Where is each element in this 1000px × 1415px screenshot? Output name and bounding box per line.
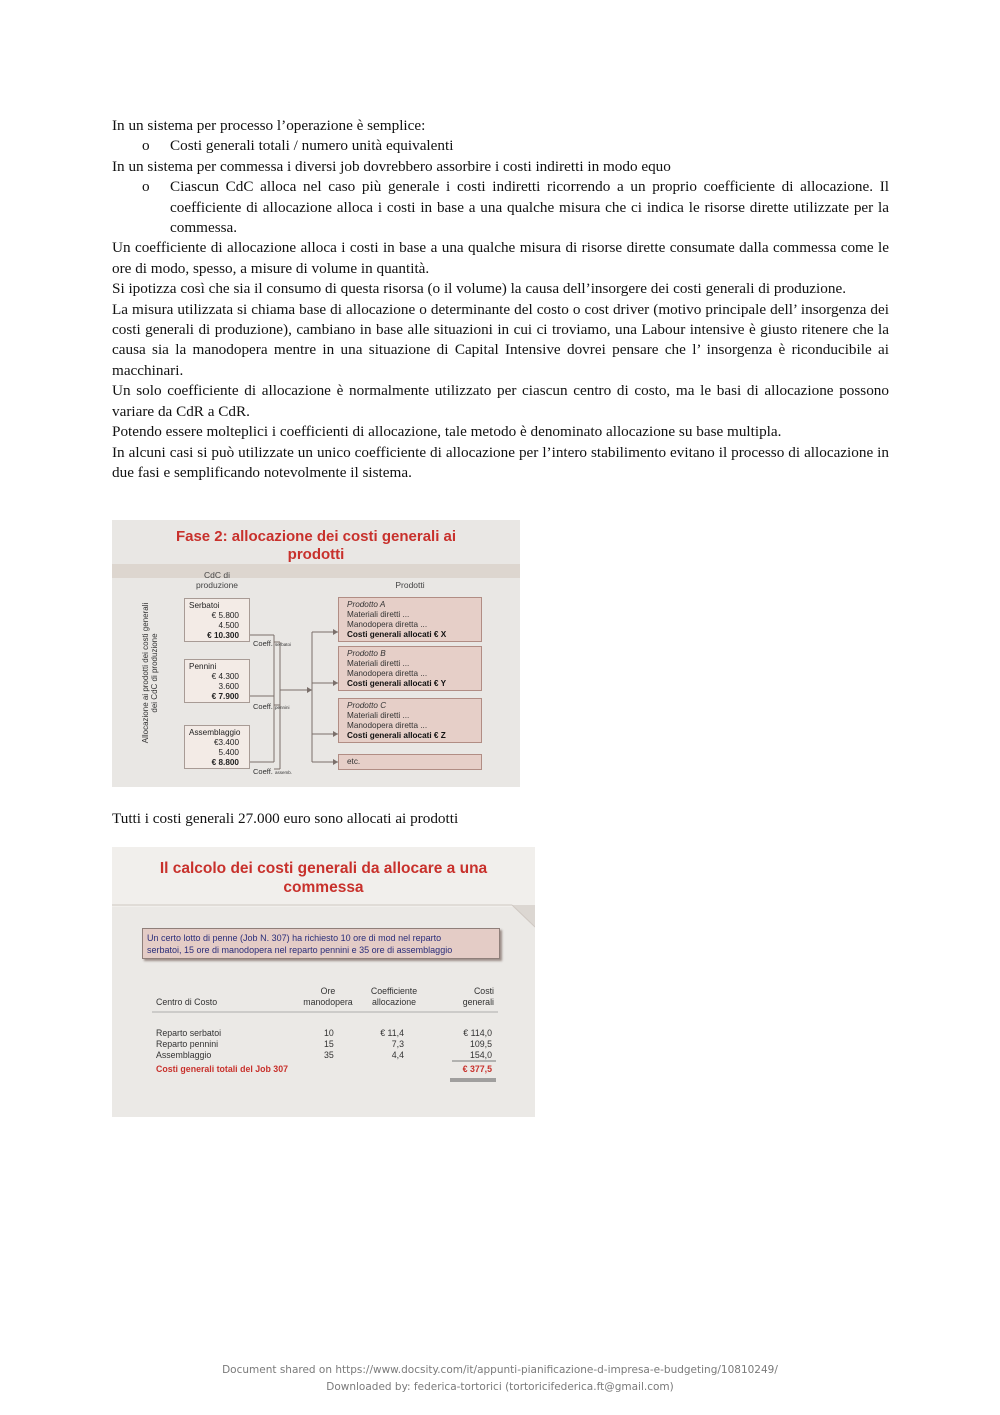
paragraph: Un solo coefficiente di allocazione è normalmente utilizzato per ciascun centro di costo, ma le basi di allocazione possono variare da CdR a CdR. (112, 382, 889, 420)
cdc-value: € 5.800 (211, 611, 239, 620)
product-box-b (338, 646, 482, 691)
header-line: generali (462, 997, 494, 1007)
bullet-marker: o (142, 137, 150, 155)
product-name: Prodotto B (347, 649, 386, 658)
product-line: Materiali diretti ... (347, 610, 410, 619)
product-box-a (338, 597, 482, 642)
header-centro: Centro di Costo (156, 997, 218, 1007)
body-text (112, 116, 889, 483)
paragraph: Si ipotizza così che sia il consumo di questa risorsa (o il volume) la causa dell’insorgere dei costi generali di produzione. (112, 280, 846, 298)
header-line: Costi (473, 986, 494, 996)
row-ore: 35 (324, 1050, 334, 1060)
vertical-label-line: Allocazione ai prodotti dei costi generali (141, 602, 150, 744)
cdc-value: 4.500 (218, 621, 239, 630)
paragraph: Un coefficiente di allocazione alloca i costi in base a una qualche misura di risorse dirette consumate dalla commessa come le ore di modo, spesso, a misure di volume in quantità. (112, 239, 889, 277)
coef-label-assemblaggio (253, 767, 292, 776)
table-row (156, 1028, 496, 1039)
product-line: Materiali diretti ... (347, 711, 410, 720)
paragraph: La misura utilizzata si chiama base di allocazione o determinante del costo o cost driver (motivo principale dell’ insorgenza dei costi generali di produzione), cambiano in base alle situazioni in cui ci troviamo, una Labour intensive è giusto ritenere che la causa sia la manodopera mentre in una situazione di Capital Intensive dovrei pensare che l’ insorgenza è riconducibile ai macchinari. (112, 300, 889, 379)
figure-title-line: Fase 2: allocazione dei costi generali ai (175, 528, 457, 545)
cdc-header-line: produzione (195, 580, 239, 590)
total-label: Costi generali totali del Job 307 (156, 1064, 288, 1074)
footer-download-line: Downloaded by: federica-tortorici (tortoricifederica.ft@gmail.com) (326, 1381, 674, 1393)
job-description-line: Un certo lotto di penne (Job N. 307) ha richiesto 10 ore di mod nel reparto (147, 933, 442, 943)
cdc-box-assemblaggio (184, 725, 250, 769)
paragraph: Potendo essere molteplici i coefficienti di allocazione, tale metodo è denominato allocazione su base multipla. (112, 423, 782, 441)
cdc-value: 5.400 (218, 748, 239, 757)
product-allocated: Costi generali allocati € Z (347, 731, 446, 740)
header-line: manodopera (303, 997, 353, 1007)
cdc-total: € 7.900 (211, 692, 239, 701)
cdc-name: Serbatoi (189, 601, 220, 610)
footer-share-line: Document shared on https://www.docsity.com/it/appunti-pianificazione-d-impresa-e-budgeting/10810249/ (222, 1364, 778, 1376)
product-box-etc (338, 754, 482, 770)
table-row (156, 1039, 496, 1050)
figure-job-overhead-calc (112, 847, 535, 1117)
bullet-marker: o (142, 178, 150, 196)
table-row (156, 1050, 496, 1061)
row-centro: Assemblaggio (156, 1050, 212, 1060)
product-line: Manodopera diretta ... (347, 620, 428, 629)
row-coef: 7,3 (391, 1039, 404, 1049)
job-description-line: serbatoi, 15 ore di manodopera nel reparto pennini e 35 ore di assemblaggio (147, 945, 453, 955)
paragraph: In alcuni casi si può utilizzate un unico coefficiente di allocazione per l’intero stabilimento evitano il processo di allocazione in due fasi e semplificando notevolmente il sistema. (112, 443, 889, 481)
cdc-value: €3.400 (213, 738, 239, 747)
row-costi: € 114,0 (463, 1028, 492, 1038)
row-ore: 15 (324, 1039, 334, 1049)
coef-text: Coeff. (253, 767, 273, 776)
row-costi: 109,5 (469, 1039, 492, 1049)
product-name: Prodotto C (347, 701, 387, 710)
cdc-value: € 4.300 (211, 672, 239, 681)
figure-cost-allocation-phase2 (112, 520, 520, 787)
cdc-box-pennini (184, 659, 250, 703)
row-centro: Reparto pennini (156, 1039, 219, 1049)
coef-text: Coeff. (253, 702, 273, 711)
coef-label-pennini (253, 702, 289, 711)
figure-title-line: commessa (283, 879, 364, 896)
bullet-text: Ciascun CdC alloca nel caso più generale i costi indiretti ricorrendo a un proprio coefficiente di allocazione. Il coefficiente di allocazione alloca i costi in base a una qualche misura che ci indica le risorse dirette utilizzate per la commessa. (170, 178, 889, 237)
cdc-total: € 8.800 (211, 758, 239, 767)
product-allocated: Costi generali allocati € X (347, 630, 447, 639)
product-line: Manodopera diretta ... (347, 721, 428, 730)
cdc-header-line: CdC di (204, 570, 230, 580)
figure-caption: Tutti i costi generali 27.000 euro sono allocati ai prodotti (112, 810, 459, 827)
figure-title-line: Il calcolo dei costi generali da allocare a una (159, 860, 488, 877)
products-header: Prodotti (395, 580, 425, 590)
total-value: € 377,5 (462, 1064, 492, 1074)
row-ore: 10 (324, 1028, 334, 1038)
coef-text: Coeff. (253, 639, 273, 648)
product-line: Manodopera diretta ... (347, 669, 428, 678)
product-etc: etc. (347, 757, 361, 766)
bullet-item (112, 136, 889, 156)
cdc-total: € 10.300 (207, 631, 239, 640)
row-coef: € 11,4 (380, 1028, 404, 1038)
product-line: Materiali diretti ... (347, 659, 410, 668)
header-rule (112, 847, 535, 1117)
vertical-label-line: dei CdC di produzione (150, 633, 159, 713)
cdc-name: Assemblaggio (189, 728, 241, 737)
coef-subscript: pennini (274, 705, 290, 710)
cdc-box-serbatoi (184, 598, 250, 642)
coef-subscript: assemb. (274, 770, 292, 775)
product-name: Prodotto A (347, 600, 386, 609)
cdc-value: 3.600 (218, 682, 239, 691)
paragraph: In un sistema per processo l’operazione è semplice: (112, 117, 426, 134)
header-line: Ore (320, 986, 336, 996)
header-line: Coefficiente (370, 986, 418, 996)
row-coef: 4,4 (391, 1050, 404, 1060)
bullet-item (112, 177, 889, 238)
paragraph: In un sistema per commessa i diversi job dovrebbero assorbire i costi indiretti in modo equo (112, 157, 671, 175)
product-box-c (338, 698, 482, 743)
figure-title-line: prodotti (287, 546, 345, 563)
header-line: allocazione (371, 997, 416, 1007)
cdc-name: Pennini (189, 662, 217, 671)
row-centro: Reparto serbatoi (156, 1028, 222, 1038)
product-allocated: Costi generali allocati € Y (347, 679, 447, 688)
coef-subscript: serbatoi (274, 642, 291, 647)
row-costi: 154,0 (469, 1050, 492, 1060)
bullet-text: Costi generali totali / numero unità equivalenti (170, 137, 454, 155)
coef-label-serbatoi (253, 639, 291, 648)
